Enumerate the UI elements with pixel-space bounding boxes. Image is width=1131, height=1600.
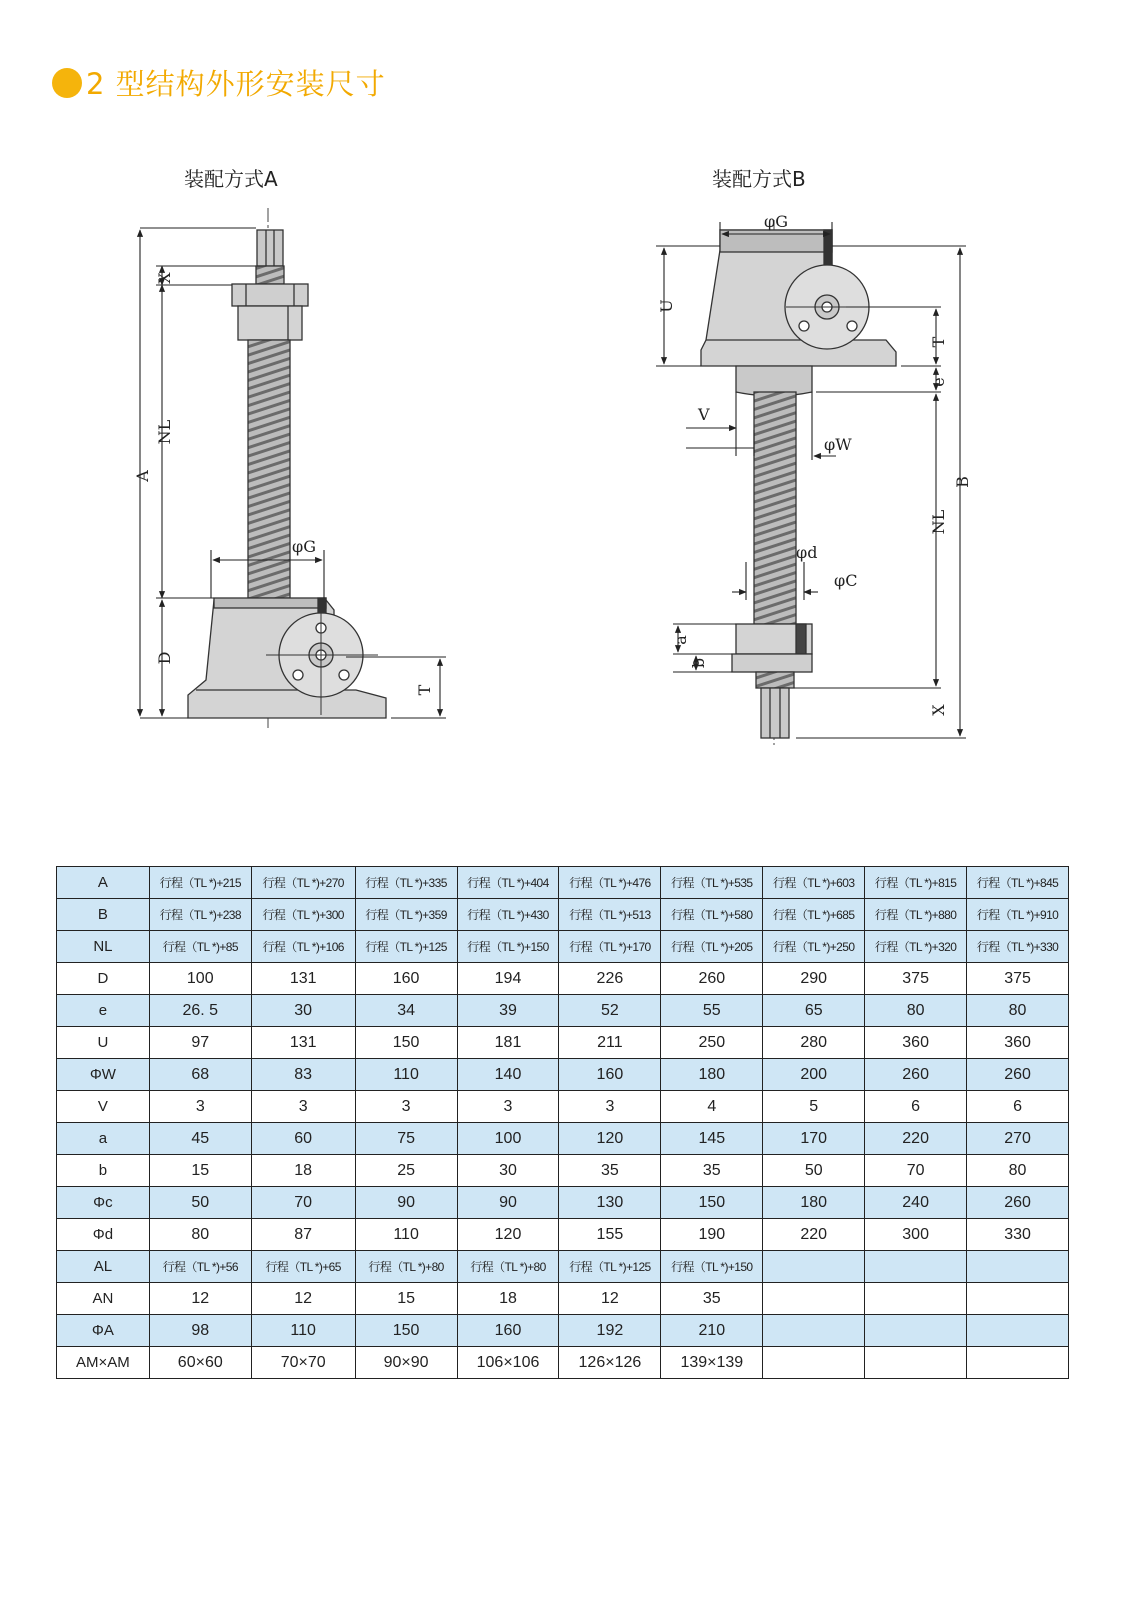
table-cell: 3 [149, 1091, 251, 1123]
table-cell: 80 [967, 1155, 1069, 1187]
row-label: A [57, 867, 150, 899]
diagram-b-caption: 装配方式B [712, 167, 806, 191]
table-cell: 131 [251, 963, 355, 995]
table-cell: 150 [355, 1315, 457, 1347]
table-cell: 行程（TL *)+815 [865, 867, 967, 899]
table-cell: 行程（TL *)+404 [457, 867, 559, 899]
dim-label-b-e: e [929, 377, 948, 387]
dim-label-b-d: φd [796, 543, 818, 562]
table-cell: 行程（TL *)+250 [763, 931, 865, 963]
table-cell: 55 [661, 995, 763, 1027]
row-label: B [57, 899, 150, 931]
table-cell: 70 [251, 1187, 355, 1219]
table-cell: 6 [865, 1091, 967, 1123]
table-cell: 行程（TL *)+335 [355, 867, 457, 899]
dim-label-NL: NL [155, 419, 174, 445]
table-cell: 360 [865, 1027, 967, 1059]
table-cell: 83 [251, 1059, 355, 1091]
table-cell: 375 [865, 963, 967, 995]
table-row [57, 1091, 1069, 1123]
table-cell [865, 1347, 967, 1379]
table-cell: 70×70 [251, 1347, 355, 1379]
table-cell: 145 [661, 1123, 763, 1155]
table-cell: 行程（TL *)+513 [559, 899, 661, 931]
table-cell [967, 1315, 1069, 1347]
table-cell: 200 [763, 1059, 865, 1091]
table-cell: 260 [661, 963, 763, 995]
dim-label-b-V: V [698, 405, 710, 424]
table-cell: 300 [865, 1219, 967, 1251]
table-row [57, 1315, 1069, 1347]
table-cell: 330 [967, 1219, 1069, 1251]
table-cell: 98 [149, 1315, 251, 1347]
bullet-dot-icon [52, 68, 82, 98]
table-cell: 97 [149, 1027, 251, 1059]
table-cell: 行程（TL *)+125 [355, 931, 457, 963]
dim-label-b-a: a [671, 635, 690, 645]
table-cell: 行程（TL *)+80 [355, 1251, 457, 1283]
table-cell: 行程（TL *)+910 [967, 899, 1069, 931]
table-cell: 60×60 [149, 1347, 251, 1379]
row-label: NL [57, 931, 150, 963]
table-row [57, 1155, 1069, 1187]
table-cell: 行程（TL *)+580 [661, 899, 763, 931]
table-cell: 180 [763, 1187, 865, 1219]
table-cell: 180 [661, 1059, 763, 1091]
table-cell: 3 [251, 1091, 355, 1123]
table-cell: 行程（TL *)+150 [457, 931, 559, 963]
diagram-a-caption: 装配方式A [184, 167, 278, 191]
table-cell: 行程（TL *)+300 [251, 899, 355, 931]
table-cell: 75 [355, 1123, 457, 1155]
table-cell: 26. 5 [149, 995, 251, 1027]
dim-label-b-X: X [929, 704, 948, 716]
diagram-b [701, 220, 916, 745]
dim-label-b-B: B [953, 476, 972, 488]
table-row [57, 899, 1069, 931]
table-cell: 375 [967, 963, 1069, 995]
dim-label-D: D [155, 651, 174, 665]
table-cell: 12 [559, 1283, 661, 1315]
table-cell: 280 [763, 1027, 865, 1059]
table-cell: 35 [559, 1155, 661, 1187]
table-cell: 70 [865, 1155, 967, 1187]
dimensions-table-body [57, 867, 1069, 1379]
table-cell: 80 [149, 1219, 251, 1251]
table-cell: 行程（TL *)+685 [763, 899, 865, 931]
table-cell: 65 [763, 995, 865, 1027]
table-cell: 250 [661, 1027, 763, 1059]
table-cell: 行程（TL *)+56 [149, 1251, 251, 1283]
table-row [57, 1059, 1069, 1091]
row-label: AN [57, 1283, 150, 1315]
table-cell: 260 [967, 1187, 1069, 1219]
table-cell: 行程（TL *)+150 [661, 1251, 763, 1283]
table-cell: 130 [559, 1187, 661, 1219]
table-cell: 110 [251, 1315, 355, 1347]
table-cell: 12 [149, 1283, 251, 1315]
table-cell: 110 [355, 1219, 457, 1251]
table-cell [967, 1347, 1069, 1379]
table-cell: 131 [251, 1027, 355, 1059]
row-label: a [57, 1123, 150, 1155]
table-row [57, 963, 1069, 995]
table-cell: 行程（TL *)+880 [865, 899, 967, 931]
table-cell: 110 [355, 1059, 457, 1091]
row-label: Φd [57, 1219, 150, 1251]
table-cell: 192 [559, 1315, 661, 1347]
table-cell: 18 [457, 1283, 559, 1315]
table-cell: 160 [355, 963, 457, 995]
table-cell: 行程（TL *)+85 [149, 931, 251, 963]
table-row [57, 1219, 1069, 1251]
table-cell: 211 [559, 1027, 661, 1059]
row-label: V [57, 1091, 150, 1123]
table-row [57, 1027, 1069, 1059]
table-cell: 160 [457, 1315, 559, 1347]
table-row [57, 1187, 1069, 1219]
table-cell: 190 [661, 1219, 763, 1251]
table-cell: 150 [355, 1027, 457, 1059]
table-cell: 行程（TL *)+238 [149, 899, 251, 931]
table-cell: 80 [865, 995, 967, 1027]
table-cell: 52 [559, 995, 661, 1027]
table-cell: 行程（TL *)+476 [559, 867, 661, 899]
table-row [57, 1283, 1069, 1315]
table-cell: 行程（TL *)+270 [251, 867, 355, 899]
table-cell: 60 [251, 1123, 355, 1155]
table-cell: 15 [149, 1155, 251, 1187]
table-cell: 50 [763, 1155, 865, 1187]
row-label: b [57, 1155, 150, 1187]
page-title-row [52, 62, 386, 103]
dimensions-table [56, 866, 1069, 1379]
table-cell: 126×126 [559, 1347, 661, 1379]
table-cell: 170 [763, 1123, 865, 1155]
table-cell [967, 1283, 1069, 1315]
table-cell: 87 [251, 1219, 355, 1251]
table-cell: 34 [355, 995, 457, 1027]
table-cell: 100 [457, 1123, 559, 1155]
table-cell: 155 [559, 1219, 661, 1251]
table-cell: 行程（TL *)+603 [763, 867, 865, 899]
row-label: AM×AM [57, 1347, 150, 1379]
table-cell: 90×90 [355, 1347, 457, 1379]
table-cell: 90 [355, 1187, 457, 1219]
table-cell: 行程（TL *)+359 [355, 899, 457, 931]
row-label: U [57, 1027, 150, 1059]
table-cell: 150 [661, 1187, 763, 1219]
table-cell: 行程（TL *)+170 [559, 931, 661, 963]
row-label: ΦA [57, 1315, 150, 1347]
table-row [57, 1347, 1069, 1379]
table-cell: 194 [457, 963, 559, 995]
table-cell: 220 [865, 1123, 967, 1155]
row-label: e [57, 995, 150, 1027]
table-cell: 15 [355, 1283, 457, 1315]
dim-label-T: T [415, 684, 434, 696]
table-cell: 220 [763, 1219, 865, 1251]
table-cell: 290 [763, 963, 865, 995]
table-cell: 45 [149, 1123, 251, 1155]
table-cell: 90 [457, 1187, 559, 1219]
dim-label-X: X [155, 272, 174, 284]
table-cell: 3 [355, 1091, 457, 1123]
table-cell: 120 [559, 1123, 661, 1155]
table-cell: 226 [559, 963, 661, 995]
table-cell: 行程（TL *)+125 [559, 1251, 661, 1283]
table-row [57, 1251, 1069, 1283]
table-cell: 240 [865, 1187, 967, 1219]
table-cell: 行程（TL *)+320 [865, 931, 967, 963]
table-cell: 行程（TL *)+535 [661, 867, 763, 899]
table-row [57, 995, 1069, 1027]
table-cell: 行程（TL *)+65 [251, 1251, 355, 1283]
dim-label-b-NL: NL [929, 509, 948, 535]
table-cell [763, 1347, 865, 1379]
table-cell: 120 [457, 1219, 559, 1251]
table-cell: 3 [457, 1091, 559, 1123]
dim-label-b-T: T [929, 336, 948, 348]
table-cell: 39 [457, 995, 559, 1027]
table-cell: 35 [661, 1155, 763, 1187]
diagram-a [188, 208, 386, 730]
table-cell: 260 [967, 1059, 1069, 1091]
dim-label-b-G: φG [764, 212, 788, 231]
table-cell: 160 [559, 1059, 661, 1091]
dim-label-b-U: U [657, 299, 676, 313]
table-cell: 260 [865, 1059, 967, 1091]
table-cell: 50 [149, 1187, 251, 1219]
table-cell: 68 [149, 1059, 251, 1091]
table-cell [967, 1251, 1069, 1283]
table-cell [865, 1315, 967, 1347]
table-cell [763, 1315, 865, 1347]
row-label: Φc [57, 1187, 150, 1219]
table-cell: 4 [661, 1091, 763, 1123]
table-cell: 210 [661, 1315, 763, 1347]
table-cell [763, 1283, 865, 1315]
table-cell: 行程（TL *)+215 [149, 867, 251, 899]
table-cell [865, 1283, 967, 1315]
table-cell: 106×106 [457, 1347, 559, 1379]
table-cell: 行程（TL *)+80 [457, 1251, 559, 1283]
table-cell: 行程（TL *)+106 [251, 931, 355, 963]
table-cell: 100 [149, 963, 251, 995]
table-cell: 139×139 [661, 1347, 763, 1379]
table-cell [763, 1251, 865, 1283]
row-label: AL [57, 1251, 150, 1283]
table-cell: 18 [251, 1155, 355, 1187]
table-cell: 80 [967, 995, 1069, 1027]
table-cell: 30 [251, 995, 355, 1027]
table-row [57, 867, 1069, 899]
table-cell: 25 [355, 1155, 457, 1187]
table-cell: 35 [661, 1283, 763, 1315]
table-cell: 5 [763, 1091, 865, 1123]
dim-label-b-W: φW [824, 435, 852, 454]
dim-label-b-C: φC [834, 571, 858, 590]
table-cell: 30 [457, 1155, 559, 1187]
table-cell: 行程（TL *)+205 [661, 931, 763, 963]
table-row [57, 931, 1069, 963]
table-cell: 行程（TL *)+845 [967, 867, 1069, 899]
table-cell: 12 [251, 1283, 355, 1315]
table-cell: 行程（TL *)+430 [457, 899, 559, 931]
dim-label-b-b: b [689, 657, 708, 669]
page-title: 2 型结构外形安装尺寸 [86, 67, 386, 101]
table-cell: 3 [559, 1091, 661, 1123]
dim-label-A: A [133, 470, 152, 482]
table-cell: 140 [457, 1059, 559, 1091]
table-row [57, 1123, 1069, 1155]
table-cell: 行程（TL *)+330 [967, 931, 1069, 963]
table-cell [865, 1251, 967, 1283]
dim-label-G: φG [292, 537, 316, 556]
table-cell: 181 [457, 1027, 559, 1059]
assembly-diagrams-svg [56, 130, 1016, 820]
row-label: D [57, 963, 150, 995]
table-cell: 270 [967, 1123, 1069, 1155]
row-label: ΦW [57, 1059, 150, 1091]
table-cell: 360 [967, 1027, 1069, 1059]
assembly-drawings [56, 130, 1016, 820]
table-cell: 6 [967, 1091, 1069, 1123]
